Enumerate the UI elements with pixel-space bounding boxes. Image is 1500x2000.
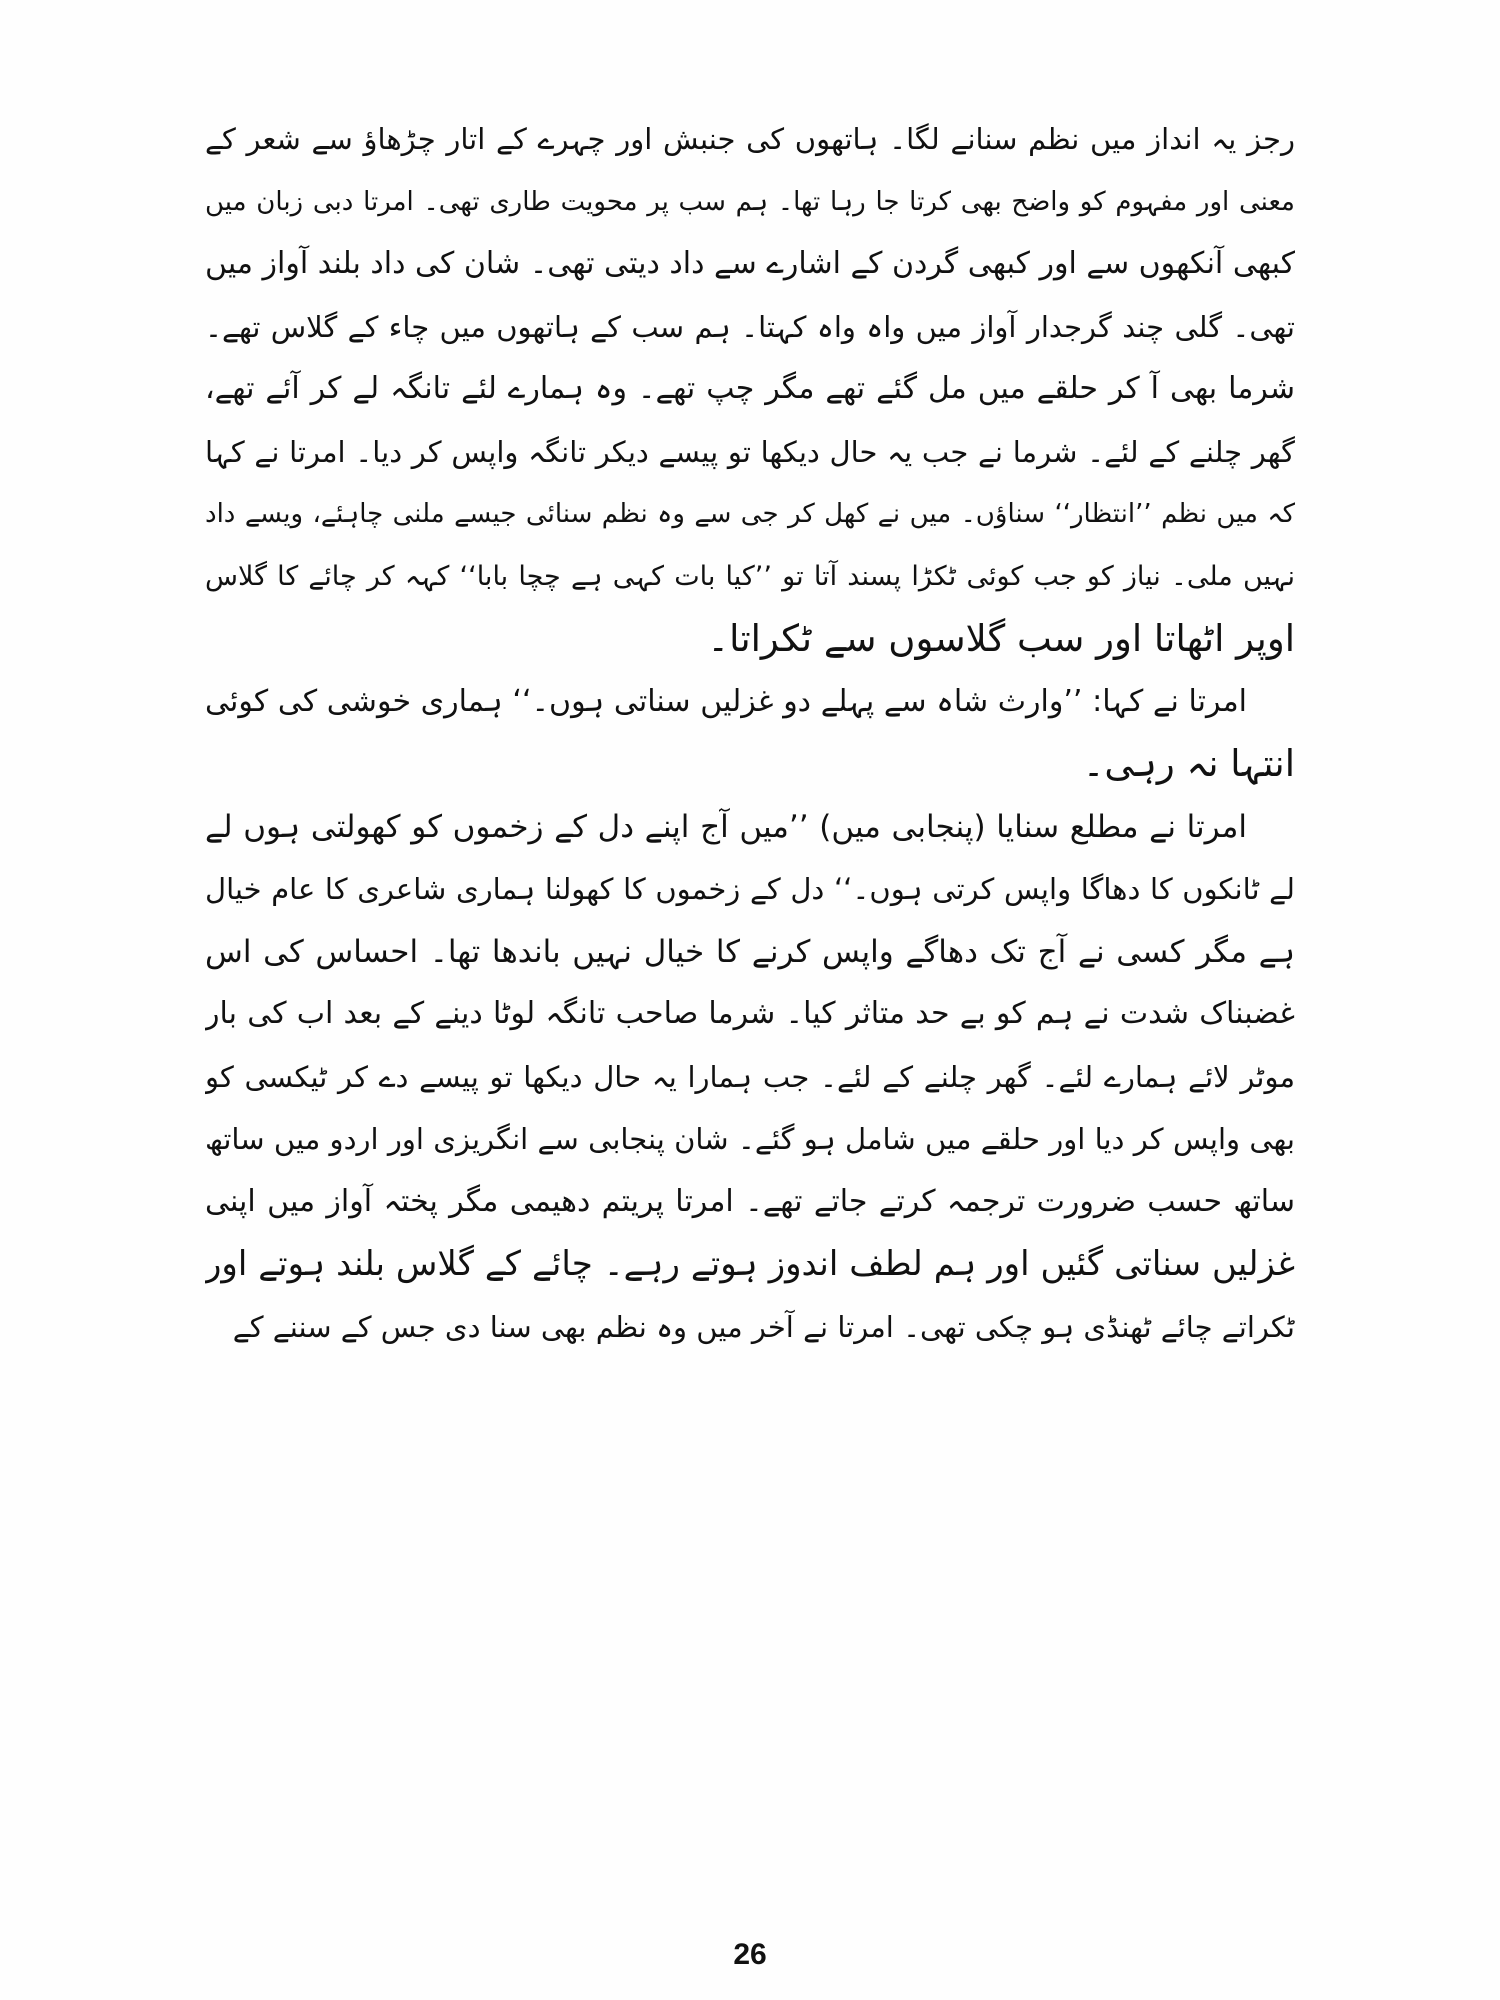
page-number: 26 bbox=[733, 1938, 767, 1971]
paragraph bbox=[205, 108, 1295, 671]
text-line: نہیں ملی۔ نیاز کو جب کوئی ٹکڑا پسند آتا تو ’’کیا بات کہی ہے چچا بابا‘‘ کہہ کر چائے کا گلاس bbox=[205, 560, 1295, 592]
text-line: غزلیں سناتی گئیں اور ہم لطف اندوز ہوتے رہے۔ چائے کے گلاس بلند ہوتے اور bbox=[205, 1244, 1295, 1284]
text-line: اوپر اٹھاتا اور سب گلاسوں سے ٹکراتا۔ bbox=[707, 617, 1295, 660]
text-line: رجز یہ انداز میں نظم سنانے لگا۔ ہاتھوں کی جنبش اور چہرے کے اتار چڑھاؤ سے شعر کے bbox=[205, 122, 1295, 156]
text-line: شرما بھی آ کر حلقے میں مل گئے تھے مگر چپ تھے۔ وہ ہمارے لئے تانگہ لے کر آئے تھے، bbox=[205, 371, 1295, 406]
text-line: بھی واپس کر دیا اور حلقے میں شامل ہو گئے۔ شان پنجابی سے انگریزی اور اردو میں ساتھ bbox=[205, 1122, 1295, 1156]
text-line: کبھی آنکھوں سے اور کبھی گردن کے اشارے سے داد دیتی تھی۔ شان کی داد بلند آواز میں bbox=[205, 246, 1295, 281]
paragraph bbox=[205, 671, 1295, 796]
text-line: لے ٹانکوں کا دھاگا واپس کرتی ہوں۔‘‘ دل کے زخموں کا کھولنا ہماری شاعری کا عام خیال bbox=[205, 872, 1295, 906]
text-line: انتہا نہ رہی۔ bbox=[1082, 742, 1295, 785]
text-line: کہ میں نظم ’’انتظار‘‘ سناؤں۔ میں نے کھل کر جی سے وہ نظم سنائی جیسے ملنی چاہئے، ویسے داد bbox=[205, 499, 1295, 529]
text-line: ہے مگر کسی نے آج تک دھاگے واپس کرنے کا خیال نہیں باندھا تھا۔ احساس کی اس bbox=[205, 933, 1295, 970]
text-line: ساتھ حسب ضرورت ترجمہ کرتے جاتے تھے۔ امرتا پریتم دھیمی مگر پختہ آواز میں اپنی bbox=[205, 1183, 1295, 1219]
body-text bbox=[205, 108, 1295, 1358]
paragraph bbox=[205, 796, 1295, 1359]
text-line: امرتا نے کہا: ’’وارث شاہ سے پہلے دو غزلیں سناتی ہوں۔‘‘ ہماری خوشی کی کوئی bbox=[205, 683, 1247, 719]
text-line: گھر چلنے کے لئے۔ شرما نے جب یہ حال دیکھا تو پیسے دیکر تانگہ واپس کر دیا۔ امرتا نے کہا bbox=[205, 434, 1295, 469]
text-line: ٹکراتے چائے ٹھنڈی ہو چکی تھی۔ امرتا نے آخر میں وہ نظم بھی سنا دی جس کے سننے کے bbox=[232, 1309, 1295, 1344]
text-line: امرتا نے مطلع سنایا (پنجابی میں) ’’میں آج اپنے دل کے زخموں کو کھولتی ہوں لے bbox=[205, 808, 1247, 845]
text-line: غضبناک شدت نے ہم کو بے حد متاثر کیا۔ شرما صاحب تانگہ لوٹا دینے کے بعد اب کی بار bbox=[205, 996, 1295, 1031]
text-line: معنی اور مفہوم کو واضح بھی کرتا جا رہا تھا۔ ہم سب پر محویت طاری تھی۔ امرتا دبی زبان میں bbox=[205, 186, 1295, 217]
text-line: موٹر لائے ہمارے لئے۔ گھر چلنے کے لئے۔ جب ہمارا یہ حال دیکھا تو پیسے دے کر ٹیکسی کو bbox=[205, 1059, 1295, 1094]
text-line: تھی۔ گلی چند گرجدار آواز میں واہ واہ کہتا۔ ہم سب کے ہاتھوں میں چاء کے گلاس تھے۔ bbox=[205, 309, 1295, 344]
